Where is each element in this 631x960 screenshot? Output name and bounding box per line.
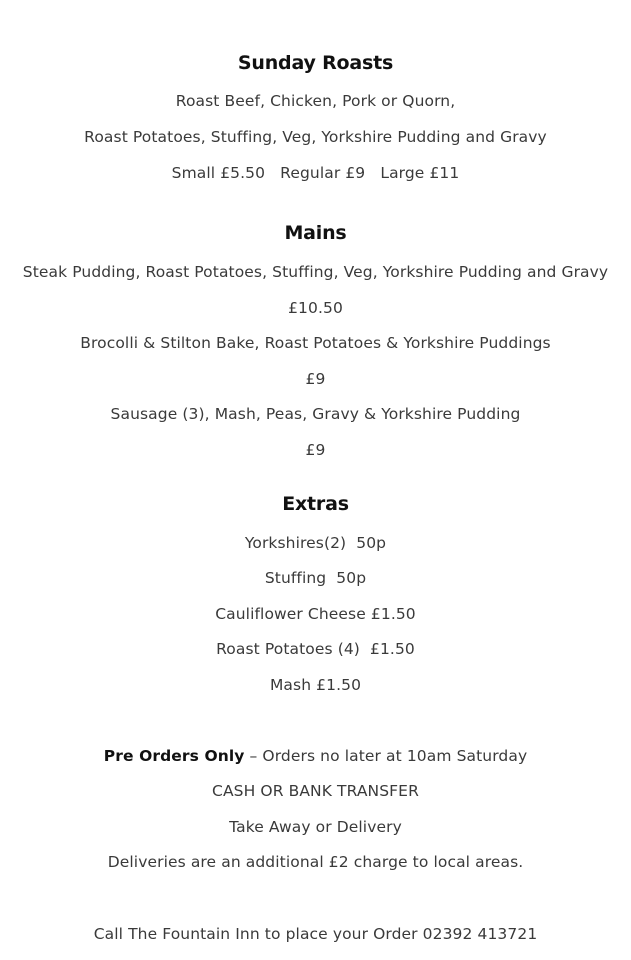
sunday-roasts-line-1: Roast Beef, Chicken, Pork or Quorn,: [175, 92, 456, 110]
extras-heading: Extras: [282, 493, 349, 515]
extras-item: Roast Potatoes (4) £1.50: [216, 640, 415, 658]
preorder-line: [0, 746, 631, 766]
extras-item: Cauliflower Cheese £1.50: [215, 605, 416, 623]
extras-item: Stuffing 50p: [264, 569, 367, 587]
mains-item-name: Sausage (3), Mash, Peas, Gravy & Yorkshire Pudding: [110, 405, 521, 423]
mains-item-price: £9: [305, 370, 326, 388]
sunday-roasts-heading: Sunday Roasts: [237, 52, 394, 74]
mains-item-price: £10.50: [288, 299, 343, 317]
extras-item: Mash £1.50: [269, 676, 362, 694]
sunday-roasts-prices: Small £5.50 Regular £9 Large £11: [171, 164, 460, 182]
mains-item-name: Steak Pudding, Roast Potatoes, Stuffing, Veg, Yorkshire Pudding and Gravy: [22, 263, 609, 281]
payment-note: CASH OR BANK TRANSFER: [212, 782, 419, 800]
contact-line: Call The Fountain Inn to place your Order 02392 413721: [93, 925, 538, 943]
preorder-label: Pre Orders Only: [103, 747, 245, 765]
delivery-note: Deliveries are an additional £2 charge to local areas.: [107, 853, 524, 871]
mains-heading: Mains: [284, 222, 347, 244]
extras-item: Yorkshires(2) 50p: [244, 534, 387, 552]
sunday-roasts-line-2: Roast Potatoes, Stuffing, Veg, Yorkshire Pudding and Gravy: [84, 128, 547, 146]
mains-item-price: £9: [305, 441, 326, 459]
mains-item-name: Brocolli & Stilton Bake, Roast Potatoes & Yorkshire Puddings: [80, 334, 551, 352]
preorder-text: – Orders no later at 10am Saturday: [244, 747, 528, 765]
service-note: Take Away or Delivery: [229, 818, 402, 836]
